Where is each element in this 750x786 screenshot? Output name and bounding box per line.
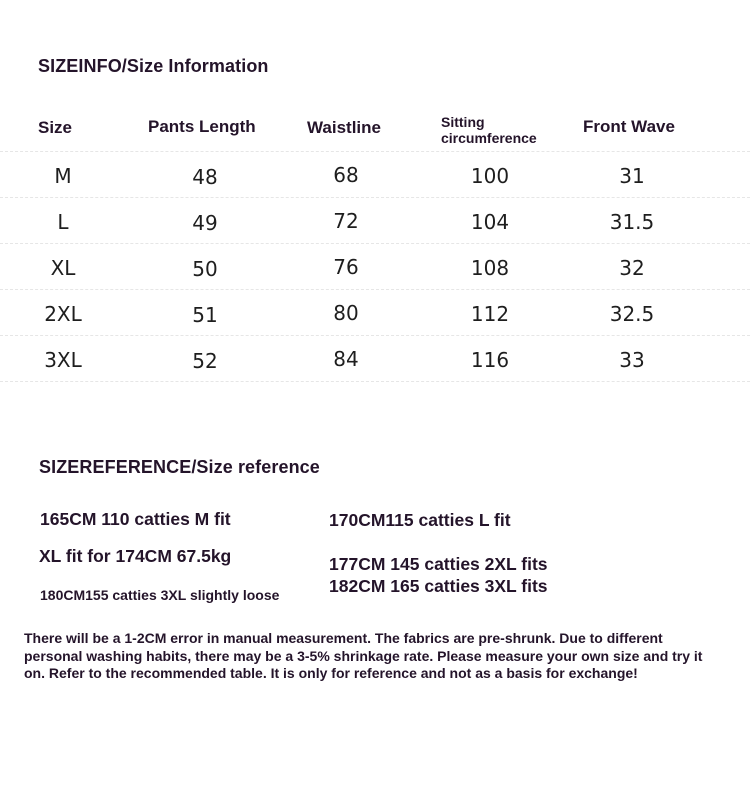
cell-sitting-circumference: 100: [470, 164, 510, 188]
header-waistline: Waistline: [307, 118, 381, 137]
header-sitting-circumference: Sitting circumference: [441, 114, 537, 146]
cell-pants-length: 49: [192, 211, 218, 235]
cell-front-wave: 31: [619, 164, 645, 188]
cell-front-wave: 32: [619, 256, 645, 280]
reference-item: 177CM 145 catties 2XL fits: [329, 554, 548, 574]
reference-item: XL fit for 174CM 67.5kg: [39, 546, 232, 566]
cell-waistline: 80: [333, 301, 359, 325]
header-size: Size: [38, 118, 73, 137]
cell-size: XL: [50, 256, 76, 280]
cell-size: 2XL: [44, 302, 82, 326]
header-pants-length: Pants Length: [148, 117, 256, 136]
row-divider: [0, 243, 750, 244]
cell-sitting-circumference: 116: [470, 348, 510, 372]
row-divider: [0, 197, 750, 198]
reference-item: 165CM 110 catties M fit: [40, 509, 231, 529]
cell-waistline: 72: [333, 209, 359, 233]
cell-size: L: [57, 210, 69, 234]
row-divider: [0, 381, 750, 382]
cell-pants-length: 51: [192, 303, 218, 327]
size-info-title: SIZEINFO/Size Information: [38, 56, 269, 76]
row-divider: [0, 289, 750, 290]
cell-front-wave: 32.5: [609, 302, 655, 326]
cell-front-wave: 31.5: [609, 210, 655, 234]
row-divider: [0, 335, 750, 336]
cell-waistline: 84: [333, 347, 359, 371]
measurement-note: There will be a 1-2CM error in manual measurement. The fabrics are pre-shrunk. Due to different personal washing habits, there may be a 3-5% shrinkage rate. Please measure your own size and try it on. Refer to the recommended table. It is only for reference and not as a basis for exchange!: [24, 630, 703, 681]
cell-pants-length: 52: [192, 349, 218, 373]
cell-pants-length: 50: [192, 257, 218, 281]
cell-size: M: [54, 164, 72, 188]
cell-waistline: 68: [333, 163, 359, 187]
reference-item: 180CM155 catties 3XL slightly loose: [40, 587, 280, 603]
size-reference-title: SIZEREFERENCE/Size reference: [39, 457, 320, 477]
cell-waistline: 76: [333, 255, 359, 279]
cell-sitting-circumference: 112: [470, 302, 510, 326]
header-front-wave: Front Wave: [583, 117, 675, 136]
reference-item: 170CM115 catties L fit: [329, 510, 511, 530]
cell-front-wave: 33: [619, 348, 645, 372]
reference-item: 182CM 165 catties 3XL fits: [329, 576, 548, 596]
cell-pants-length: 48: [192, 165, 218, 189]
cell-size: 3XL: [44, 348, 82, 372]
row-divider: [0, 151, 750, 152]
cell-sitting-circumference: 108: [470, 256, 510, 280]
cell-sitting-circumference: 104: [470, 210, 510, 234]
